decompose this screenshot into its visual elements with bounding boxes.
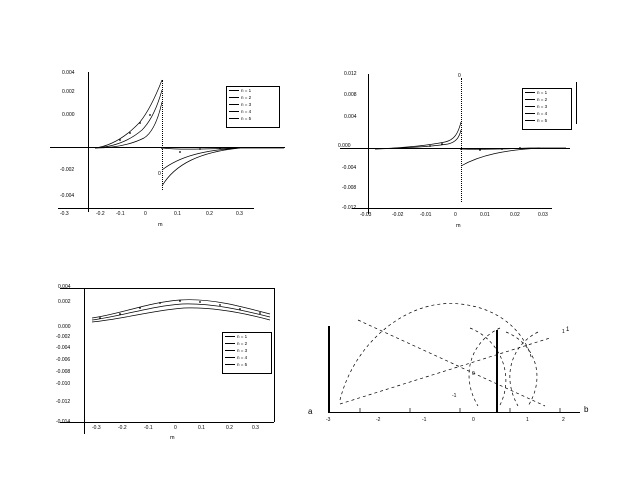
panel-a-ytick-0: 0.004	[62, 70, 75, 76]
legend-key-line	[525, 113, 535, 114]
panel-d-xtick-0: -3	[326, 417, 331, 423]
panel-a-legend-label-1: n = 2	[241, 95, 252, 100]
panel-c-legend-label-3: n = 4	[237, 355, 248, 360]
legend-key-line	[225, 364, 235, 365]
panel-a-ytick-2: 0.000	[62, 112, 75, 118]
panel-b	[330, 60, 600, 235]
panel-b-ytick-1: 0.008	[344, 92, 357, 98]
legend-key-line	[229, 90, 239, 91]
panel-b-ytick-6: -0.012	[342, 205, 357, 211]
panel-c-legend-row	[223, 333, 271, 340]
panel-c-legend-row	[223, 347, 271, 354]
panel-d-right-label: 1	[566, 327, 570, 333]
legend-key-line	[229, 118, 239, 119]
panel-c-ytick-2: 0.000	[58, 324, 71, 330]
panel-c-xtick-0: -0.3	[92, 425, 101, 431]
panel-c-ytick-5: -0.006	[56, 357, 71, 363]
panel-a	[40, 60, 300, 230]
panel-c-legend-row	[223, 340, 271, 347]
panel-c-ytick-0: 0.004	[58, 284, 71, 290]
panel-d	[300, 280, 600, 445]
panel-b-legend-label-1: n = 2	[537, 97, 548, 102]
panel-a-ytick-3: -0.002	[60, 167, 75, 173]
panel-a-xtick-0: -0.3	[60, 211, 69, 217]
panel-c-legend-label-2: n = 3	[237, 348, 248, 353]
panel-c-ytick-6: -0.008	[56, 369, 71, 375]
panel-c-legend-label-4: n = 5	[237, 362, 248, 367]
panel-a-ytick-4: -0.004	[60, 193, 75, 199]
panel-a-legend-row	[227, 115, 279, 122]
legend-key-line	[525, 92, 535, 93]
panel-d-corner-label: a	[308, 407, 313, 416]
panel-c-legend	[222, 332, 272, 374]
panel-b-xlabel: m	[456, 223, 461, 229]
legend-key-line	[525, 120, 535, 121]
panel-b-legend-row	[523, 103, 571, 110]
panel-b-legend-label-4: n = 5	[537, 118, 548, 123]
panel-a-legend	[226, 86, 280, 128]
panel-c-xtick-4: 0.1	[198, 425, 205, 431]
panel-a-legend-row	[227, 87, 279, 94]
panel-a-legend-label-0: n = 1	[241, 88, 252, 93]
panel-b-ytick-0: 0.012	[344, 71, 357, 77]
panel-b-xtick-2: -0.01	[420, 212, 432, 218]
panel-a-xtick-6: 0.3	[236, 211, 243, 217]
panel-b-xtick-3: 0	[454, 212, 457, 218]
panel-d-curves	[300, 280, 600, 445]
panel-a-xtick-4: 0.1	[174, 211, 181, 217]
panel-b-xtick-1: -0.02	[392, 212, 404, 218]
panel-a-legend-row	[227, 94, 279, 101]
panel-c-xtick-3: 0	[174, 425, 177, 431]
panel-b-legend-row	[523, 117, 571, 124]
panel-d-xtick-5: 2	[562, 417, 565, 423]
panel-a-legend-label-4: n = 5	[241, 116, 252, 121]
panel-c	[40, 270, 300, 445]
panel-c-xtick-1: -0.2	[118, 425, 127, 431]
panel-c-ytick-4: -0.004	[56, 345, 71, 351]
panel-a-legend-row	[227, 101, 279, 108]
panel-b-ytick-3: 0.000	[338, 143, 351, 149]
panel-b-ytick-2: 0.004	[344, 114, 357, 120]
panel-a-ytick-1: 0.002	[62, 89, 75, 95]
panel-d-xtick-4: 1	[526, 417, 529, 423]
legend-key-line	[229, 97, 239, 98]
panel-a-xtick-3: 0	[144, 211, 147, 217]
panel-d-ytick-2: -1	[452, 393, 457, 399]
panel-d-label: b	[584, 405, 589, 414]
panel-c-legend-row	[223, 361, 271, 368]
panel-c-legend-label-0: n = 1	[237, 334, 248, 339]
panel-a-legend-row	[227, 108, 279, 115]
panel-c-legend-row	[223, 354, 271, 361]
panel-b-xtick-5: 0.02	[510, 212, 520, 218]
panel-b-ytick-5: -0.008	[342, 185, 357, 191]
panel-c-xlabel: m	[170, 435, 175, 441]
panel-a-xtick-5: 0.2	[206, 211, 213, 217]
legend-key-line	[225, 350, 235, 351]
panel-b-legend-label-2: n = 3	[537, 104, 548, 109]
panel-d-ytick-0: 1	[562, 329, 565, 335]
legend-key-line	[229, 111, 239, 112]
panel-b-legend-label-0: n = 1	[537, 90, 548, 95]
panel-b-legend-label-3: n = 4	[537, 111, 548, 116]
panel-c-xtick-2: -0.1	[144, 425, 153, 431]
panel-d-xtick-2: -1	[422, 417, 427, 423]
legend-key-line	[229, 104, 239, 105]
panel-b-xtick-6: 0.03	[538, 212, 548, 218]
panel-c-ytick-7: -0.010	[56, 381, 71, 387]
panel-c-legend-label-1: n = 2	[237, 341, 248, 346]
panel-b-zero-marker: 0	[458, 73, 461, 79]
panel-b-curves	[330, 60, 600, 235]
panel-a-xtick-2: -0.1	[116, 211, 125, 217]
panel-d-xtick-1: -2	[376, 417, 381, 423]
panel-d-xtick-3: 0	[472, 417, 475, 423]
panel-b-xtick-0: -0.03	[360, 212, 372, 218]
panel-c-ytick-9: -0.014	[56, 419, 71, 425]
legend-key-line	[225, 343, 235, 344]
panel-b-ytick-4: -0.004	[342, 165, 357, 171]
legend-key-line	[225, 336, 235, 337]
legend-key-line	[225, 357, 235, 358]
panel-c-xtick-6: 0.3	[252, 425, 259, 431]
legend-key-line	[525, 106, 535, 107]
panel-c-ytick-3: -0.002	[56, 334, 71, 340]
panel-a-xlabel: m	[158, 222, 163, 228]
panel-b-legend	[522, 88, 572, 130]
panel-b-xtick-4: 0.01	[480, 212, 490, 218]
panel-c-xtick-5: 0.2	[226, 425, 233, 431]
panel-d-ytick-1: 0	[472, 371, 475, 377]
panel-b-legend-row	[523, 96, 571, 103]
panel-a-xtick-1: -0.2	[96, 211, 105, 217]
panel-c-ytick-8: -0.012	[56, 399, 71, 405]
panel-b-legend-row	[523, 89, 571, 96]
panel-a-zero-marker: 0	[158, 171, 161, 177]
panel-c-ytick-1: 0.002	[58, 299, 71, 305]
panel-b-legend-row	[523, 110, 571, 117]
panel-a-legend-label-3: n = 4	[241, 109, 252, 114]
legend-key-line	[525, 99, 535, 100]
panel-a-legend-label-2: n = 3	[241, 102, 252, 107]
